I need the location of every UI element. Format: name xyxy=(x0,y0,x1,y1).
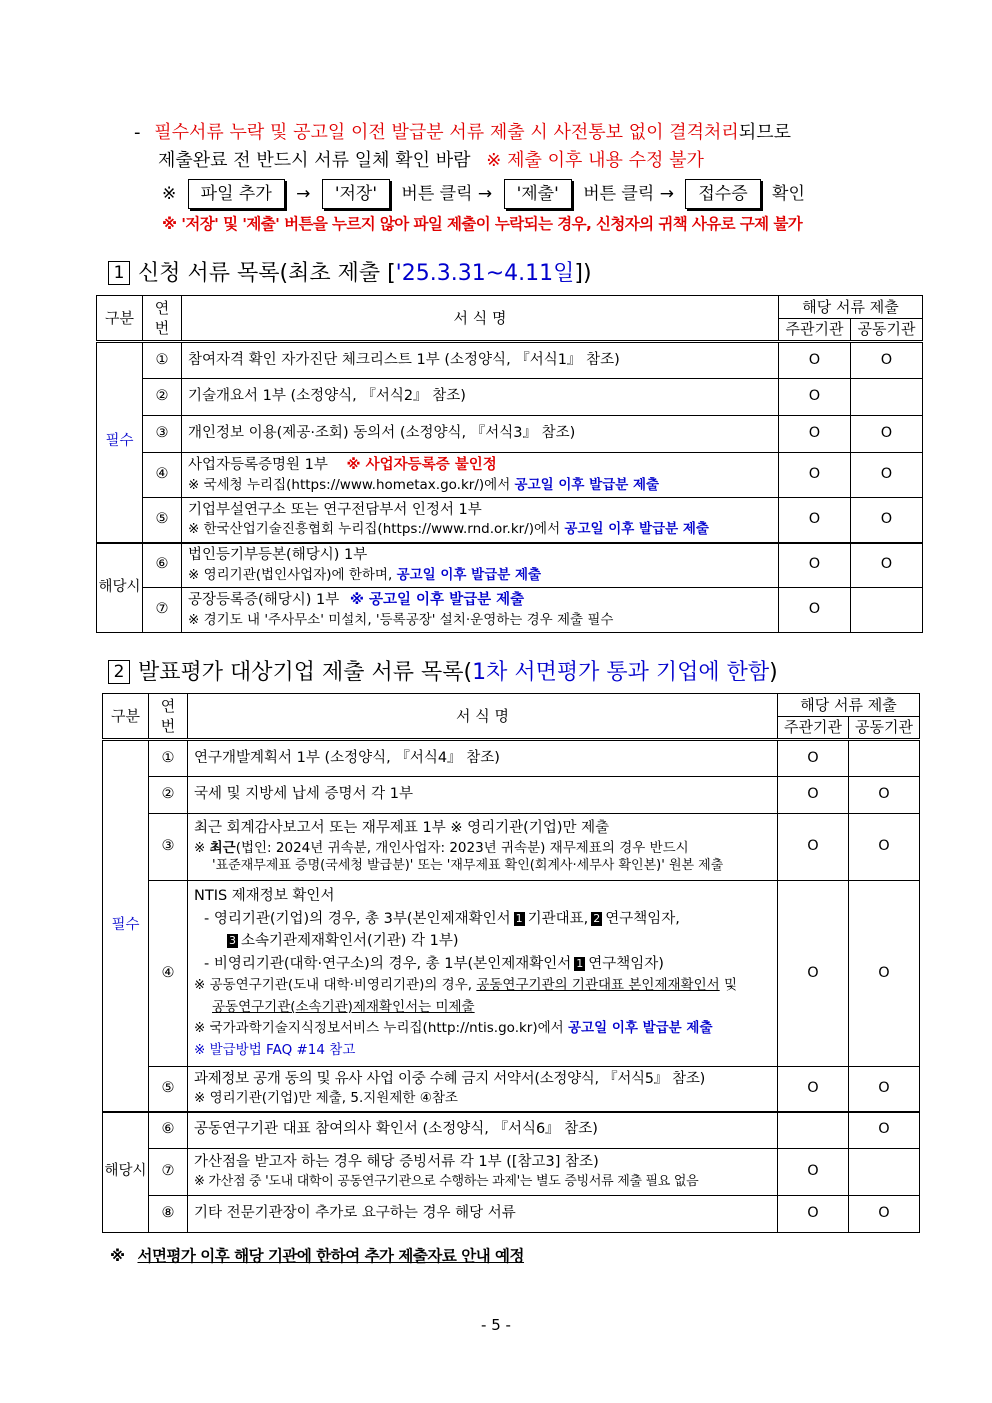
row-doc: 기타 전문기관장이 추가로 요구하는 경우 해당 서류 xyxy=(188,1196,778,1233)
header-lead-org: 주관기관 xyxy=(778,717,849,740)
section-2-title xyxy=(108,655,778,686)
table-row xyxy=(103,1112,920,1149)
dash: - xyxy=(134,122,141,143)
doc-main: 과제정보 공개 동의 및 유사 사업 이중 수혜 금지 서약서(소정양식, 『서식5』 참조) xyxy=(194,1070,705,1087)
header-submit: 해당 서류 제출 xyxy=(778,694,920,717)
row-lead xyxy=(778,1112,849,1149)
row-joint: O xyxy=(851,498,923,543)
header-joint-org: 공동기관 xyxy=(849,717,920,740)
table-row xyxy=(103,1149,920,1196)
doc-sub: ※ 경기도 내 '주사무소' 미설치, '등록공장' 설치·운영하는 경우 제출 필수 xyxy=(188,611,614,628)
note-highlight: 공고일 이후 발급분 제출 xyxy=(568,1020,713,1037)
confirm-text: 확인 xyxy=(772,184,805,204)
row-lead: O xyxy=(778,1149,849,1196)
table-row xyxy=(97,588,923,633)
group-required: 필수 xyxy=(103,740,149,1112)
doc-sub: ※ 영리기관(기업)만 제출, 5.지원제한 ④참조 xyxy=(194,1090,458,1107)
group-required: 필수 xyxy=(97,342,143,543)
doc-sub-text: ※ 영리기관(법인사업자)에 한하며, xyxy=(188,566,393,583)
row-joint xyxy=(849,740,920,777)
table-row xyxy=(103,1196,920,1233)
row-doc: 기술개요서 1부 (소정양식, 『서식2』 참조) xyxy=(182,379,779,416)
table-row xyxy=(103,777,920,814)
doc-sub-highlight: 공고일 이후 발급분 제출 xyxy=(564,521,709,538)
row-doc xyxy=(188,1067,778,1112)
faq-note: ※ 발급방법 FAQ #14 참고 xyxy=(194,1042,356,1059)
note-text: (법인: 2024년 귀속분, 개인사업자: 2023년 귀속분) 재무제표의 경우 반드시 xyxy=(235,839,689,856)
row-lead: O xyxy=(779,588,851,633)
section-number: 1 xyxy=(108,261,130,285)
row-lead: O xyxy=(778,814,849,881)
row-no: ② xyxy=(149,777,188,814)
notice-red-text: 필수서류 누락 및 공고일 이전 발급분 서류 제출 시 사전통보 없이 결격처리 xyxy=(154,122,739,143)
row-joint: O xyxy=(851,543,923,588)
click-text-1: 버튼 클릭 xyxy=(401,184,473,204)
doc-main: 법인등기부등본(해당시) 1부 xyxy=(188,547,368,564)
row-joint: O xyxy=(849,1067,920,1112)
table-row xyxy=(97,498,923,543)
profit-org-text-c: 연구책임자, xyxy=(605,910,680,927)
row-joint xyxy=(849,1149,920,1196)
doc-sub-text: ※ 한국산업기술진흥협회 누리집(https://www.rnd.or.kr/)에서 xyxy=(188,521,561,538)
page-number: - 5 - xyxy=(481,1316,511,1334)
row-no: ③ xyxy=(149,814,188,881)
row-doc: 연구개발계획서 1부 (소정양식, 『서식4』 참조) xyxy=(188,740,778,777)
row-no: ① xyxy=(149,740,188,777)
profit-org-line-2 xyxy=(194,930,771,952)
table-row xyxy=(97,342,923,379)
row-doc: 참여자격 확인 자가진단 체크리스트 1부 (소정양식, 『서식1』 참조) xyxy=(182,342,779,379)
row-lead: O xyxy=(779,342,851,379)
footnote-mark: ※ xyxy=(110,1247,125,1265)
row-no: ⑤ xyxy=(149,1067,188,1112)
note-bold: 최근 xyxy=(209,839,236,856)
doc-sub xyxy=(188,476,772,494)
add-file-button-image: 파일 추가 xyxy=(188,179,285,209)
section-title-end: ) xyxy=(769,660,778,685)
arrow-icon: → xyxy=(477,184,493,204)
row-lead: O xyxy=(778,881,849,1067)
table-row xyxy=(103,881,920,1067)
notice-no-edit: ※ 제출 이후 내용 수정 불가 xyxy=(486,150,704,171)
table-row xyxy=(103,814,920,881)
row-no: ③ xyxy=(143,416,182,453)
doc-main: 최근 회계감사보고서 또는 재무제표 1부 ※ 영리기관(기업)만 제출 xyxy=(194,820,610,837)
doc-main: 공장등록증(해당시) 1부 xyxy=(188,592,340,609)
group-applicable: 해당시 xyxy=(103,1112,149,1233)
row-lead: O xyxy=(779,453,851,498)
header-group: 구분 xyxy=(103,694,149,740)
ntis-note xyxy=(194,1018,771,1040)
header-group: 구분 xyxy=(97,296,143,342)
row-joint xyxy=(851,379,923,416)
row-no: ⑤ xyxy=(143,498,182,543)
row-doc xyxy=(182,453,779,498)
doc-main: 사업자등록증명원 1부 xyxy=(188,457,328,474)
joint-org-note xyxy=(194,975,771,997)
num-badge: 2 xyxy=(593,911,601,925)
nonprofit-org-line xyxy=(194,953,771,975)
row-no: ④ xyxy=(149,881,188,1067)
section-number: 2 xyxy=(108,660,130,684)
row-no: ② xyxy=(143,379,182,416)
row-joint xyxy=(851,588,923,633)
row-no: ⑦ xyxy=(149,1149,188,1196)
num-badge: 1 xyxy=(515,911,523,925)
doc-sub xyxy=(188,520,772,538)
table-row xyxy=(97,379,923,416)
table-row xyxy=(103,740,920,777)
row-doc: 개인정보 이용(제공·조회) 동의서 (소정양식, 『서식3』 참조) xyxy=(182,416,779,453)
header-lead-org: 주관기관 xyxy=(779,319,851,342)
row-joint: O xyxy=(849,1112,920,1149)
note-and: 및 xyxy=(723,977,738,994)
section-1-title xyxy=(108,256,592,287)
section-title-text: 발표평가 대상기업 제출 서류 목록( xyxy=(138,660,473,685)
row-doc xyxy=(188,1149,778,1196)
doc-sub-2: '표준재무제표 증명(국세청 발급분)' 또는 '재무제표 확인(회계사·세무사 확인본)' 원본 제출 xyxy=(212,858,724,874)
table-row xyxy=(97,453,923,498)
num-badge: 3 xyxy=(229,934,236,948)
row-lead: O xyxy=(779,498,851,543)
row-lead: O xyxy=(779,416,851,453)
doc-main: 가산점을 받고자 하는 경우 해당 증빙서류 각 1부 ([참고3] 참조) xyxy=(194,1154,599,1171)
row-joint: O xyxy=(849,814,920,881)
application-documents-table xyxy=(96,295,923,633)
row-no: ① xyxy=(143,342,182,379)
section-title-end: ]) xyxy=(574,261,592,286)
row-no: ⑥ xyxy=(143,543,182,588)
row-lead: O xyxy=(778,1067,849,1112)
footnote-text: 서면평가 이후 해당 기관에 한하여 추가 제출자료 안내 예정 xyxy=(137,1247,525,1265)
arrow-icon: → xyxy=(296,184,311,204)
doc-main: NTIS 제재정보 확인서 xyxy=(194,888,335,905)
doc-sub xyxy=(194,839,771,857)
num-badge: 1 xyxy=(576,956,584,970)
click-text-2: 버튼 클릭 xyxy=(583,184,655,204)
header-name: 서 식 명 xyxy=(182,296,779,342)
doc-sub-highlight: 공고일 이후 발급분 제출 xyxy=(514,476,660,493)
note-text: ※ 국가과학기술지식정보서비스 누리집(http://ntis.go.kr)에서 xyxy=(194,1020,564,1037)
row-lead: O xyxy=(778,740,849,777)
doc-main: 기업부설연구소 또는 연구전담부서 인정서 1부 xyxy=(188,501,482,518)
save-button-image: '저장' xyxy=(322,179,390,209)
row-no: ⑦ xyxy=(143,588,182,633)
row-lead: O xyxy=(778,777,849,814)
row-no: ⑧ xyxy=(149,1196,188,1233)
submit-flow xyxy=(162,177,805,211)
row-joint: O xyxy=(849,777,920,814)
table-row xyxy=(97,416,923,453)
table-row xyxy=(103,1067,920,1112)
profit-org-text: - 영리기관(기업)의 경우, 총 3부(본인제재확인서 xyxy=(204,910,511,927)
doc-sub-highlight: 공고일 이후 발급분 제출 xyxy=(396,566,542,583)
row-doc xyxy=(188,881,778,1067)
joint-org-note-2: 공동연구기관(소속기관)제재확인서는 미제출 xyxy=(212,998,475,1015)
profit-org-line xyxy=(194,908,771,930)
nonprofit-org-text: - 비영리기관(대학·연구소)의 경우, 총 1부(본인제재확인서 xyxy=(204,955,572,972)
profit-org-text-d: 소속기관제재확인서(기관) 각 1부) xyxy=(241,933,459,950)
section-title-text: 신청 서류 목록(최초 제출 [ xyxy=(138,261,396,286)
presentation-documents-table xyxy=(102,693,920,1233)
submit-button-image: '제출' xyxy=(504,179,572,209)
doc-sub xyxy=(188,566,772,584)
footnote xyxy=(110,1244,524,1266)
doc-highlight: ※ 공고일 이후 발급분 제출 xyxy=(349,592,525,609)
row-lead: O xyxy=(779,543,851,588)
note-underline: 공동연구기관의 기관대표 본인제재확인서 xyxy=(476,977,720,994)
header-name: 서 식 명 xyxy=(188,694,778,740)
row-joint: O xyxy=(849,1196,920,1233)
arrow-icon: → xyxy=(659,184,674,204)
section-title-scope: 1차 서면평가 통과 기업에 한함 xyxy=(472,660,770,685)
notice-line-4: ※ '저장' 및 '제출' 버튼을 누르지 않아 파일 제출이 누락되는 경우, 신청자의 귀책 사유로 구제 불가 xyxy=(162,215,803,233)
row-doc xyxy=(182,543,779,588)
receipt-button-image: 접수증 xyxy=(685,179,760,209)
notice-check-text: 제출완료 전 반드시 서류 일체 확인 바람 xyxy=(158,150,471,171)
row-doc xyxy=(188,814,778,881)
header-submit: 해당 서류 제출 xyxy=(779,296,923,319)
row-joint: O xyxy=(851,416,923,453)
header-joint-org: 공동기관 xyxy=(851,319,923,342)
doc-sub-text: ※ 국세청 누리집(https://www.hometax.go.kr/)에서 xyxy=(188,476,511,493)
notice-line-2 xyxy=(158,146,704,172)
note-mark: ※ xyxy=(194,839,206,856)
notice-line-1 xyxy=(134,118,791,144)
nonprofit-org-text-b: 연구책임자) xyxy=(588,955,664,972)
header-no: 연번 xyxy=(143,296,182,342)
row-doc xyxy=(182,588,779,633)
notice-tail: 되므로 xyxy=(738,122,791,143)
header-no: 연번 xyxy=(149,694,188,740)
row-lead: O xyxy=(779,379,851,416)
table-row xyxy=(97,543,923,588)
note-text: ※ 공동연구기관(도내 대학·비영리기관)의 경우, xyxy=(194,977,473,994)
row-no: ⑥ xyxy=(149,1112,188,1149)
doc-warning: ※ 사업자등록증 불인정 xyxy=(346,457,497,474)
row-doc: 국세 및 지방세 납세 증명서 각 1부 xyxy=(188,777,778,814)
row-lead: O xyxy=(778,1196,849,1233)
row-doc xyxy=(182,498,779,543)
doc-sub: ※ 가산점 중 '도내 대학이 공동연구기관으로 수행하는 과제'는 별도 증빙서류 제출 필요 없음 xyxy=(194,1174,699,1189)
row-no: ④ xyxy=(143,453,182,498)
flow-mark: ※ xyxy=(162,184,177,204)
row-joint: O xyxy=(851,342,923,379)
section-title-period: '25.3.31~4.11일 xyxy=(395,261,575,286)
group-applicable: 해당시 xyxy=(97,543,143,633)
row-doc: 공동연구기관 대표 참여의사 확인서 (소정양식, 『서식6』 참조) xyxy=(188,1112,778,1149)
profit-org-text-b: 기관대표, xyxy=(527,910,589,927)
row-joint: O xyxy=(851,453,923,498)
row-joint: O xyxy=(849,881,920,1067)
